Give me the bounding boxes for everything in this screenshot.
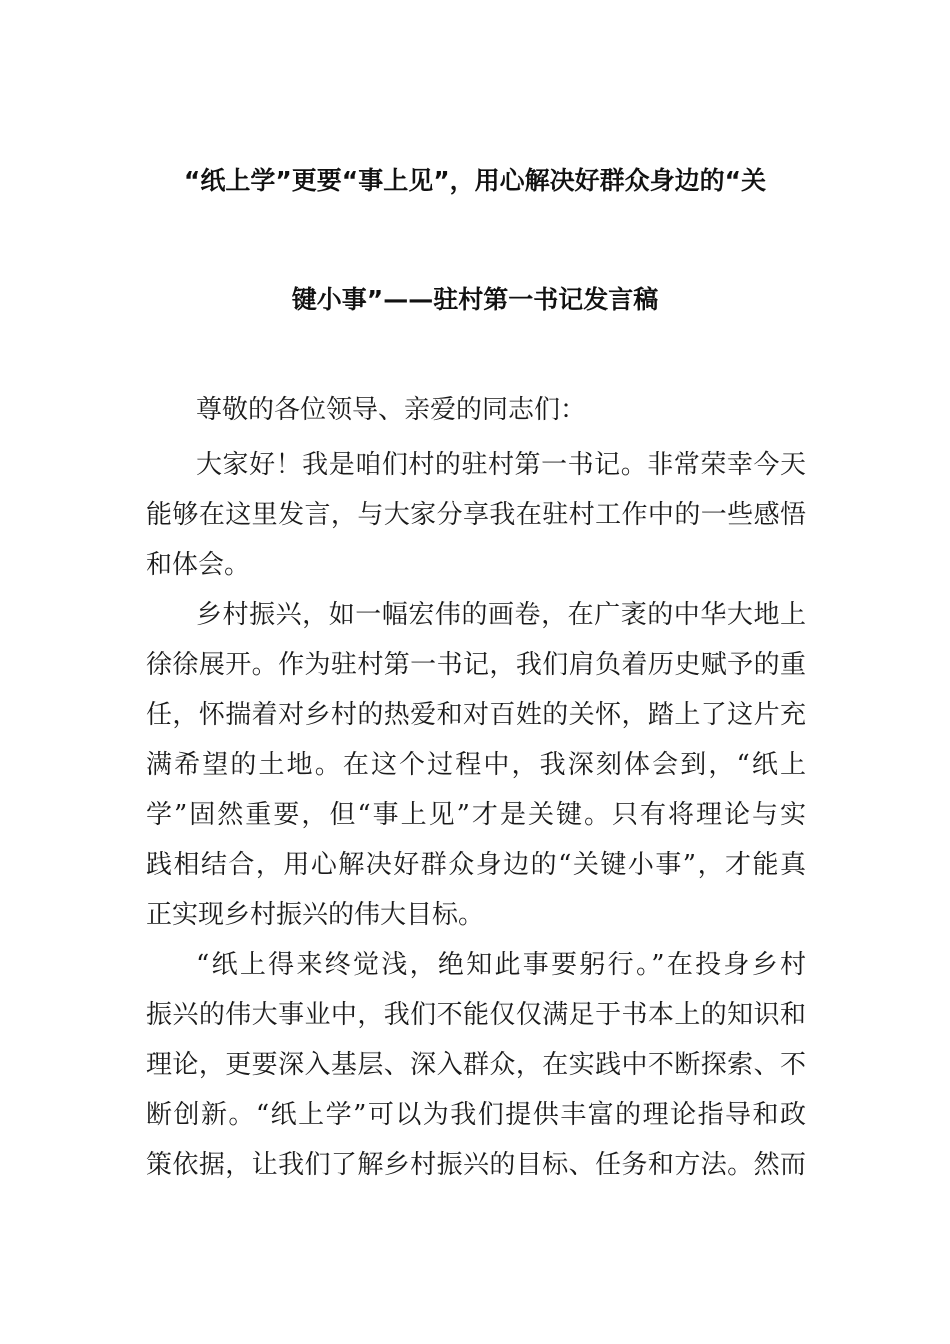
paragraph-line: 践相结合，用心解决好群众身边的“关键小事”，才能真 [146,850,806,880]
paragraph-line: 策依据，让我们了解乡村振兴的目标、任务和方法。然而 [146,1150,806,1180]
paragraph-line: 理论，更要深入基层、深入群众，在实践中不断探索、不 [146,1050,806,1080]
paragraph-line: 正实现乡村振兴的伟大目标。 [146,900,485,930]
document-title-line-1: “纸上学”更要“事上见”，用心解决好群众身边的“关 [183,166,767,195]
paragraph-line: 能够在这里发言，与大家分享我在驻村工作中的一些感悟 [146,500,806,530]
salutation: 尊敬的各位领导、亲爱的同志们： [196,395,587,425]
paragraph-line: 学”固然重要，但“事上见”才是关键。只有将理论与实 [146,800,806,830]
paragraph-line: 任，怀揣着对乡村的热爱和对百姓的关怀，踏上了这片充 [146,700,806,730]
paragraph-line: 大家好！我是咱们村的驻村第一书记。非常荣幸今天 [196,450,806,480]
paragraph-line: “纸上得来终觉浅，绝知此事要躬行。”在投身乡村 [196,950,806,980]
paragraph-line: 断创新。“纸上学”可以为我们提供丰富的理论指导和政 [146,1100,806,1130]
paragraph-line: 满希望的土地。在这个过程中，我深刻体会到，“纸上 [146,750,806,780]
document-title-line-2: 键小事”——驻村第一书记发言稿 [291,285,659,314]
paragraph-line: 徐徐展开。作为驻村第一书记，我们肩负着历史赋予的重 [146,650,806,680]
paragraph-line: 和体会。 [146,550,251,580]
paragraph-line: 乡村振兴，如一幅宏伟的画卷，在广袤的中华大地上 [196,600,806,630]
paragraph-line: 振兴的伟大事业中，我们不能仅仅满足于书本上的知识和 [146,1000,806,1030]
